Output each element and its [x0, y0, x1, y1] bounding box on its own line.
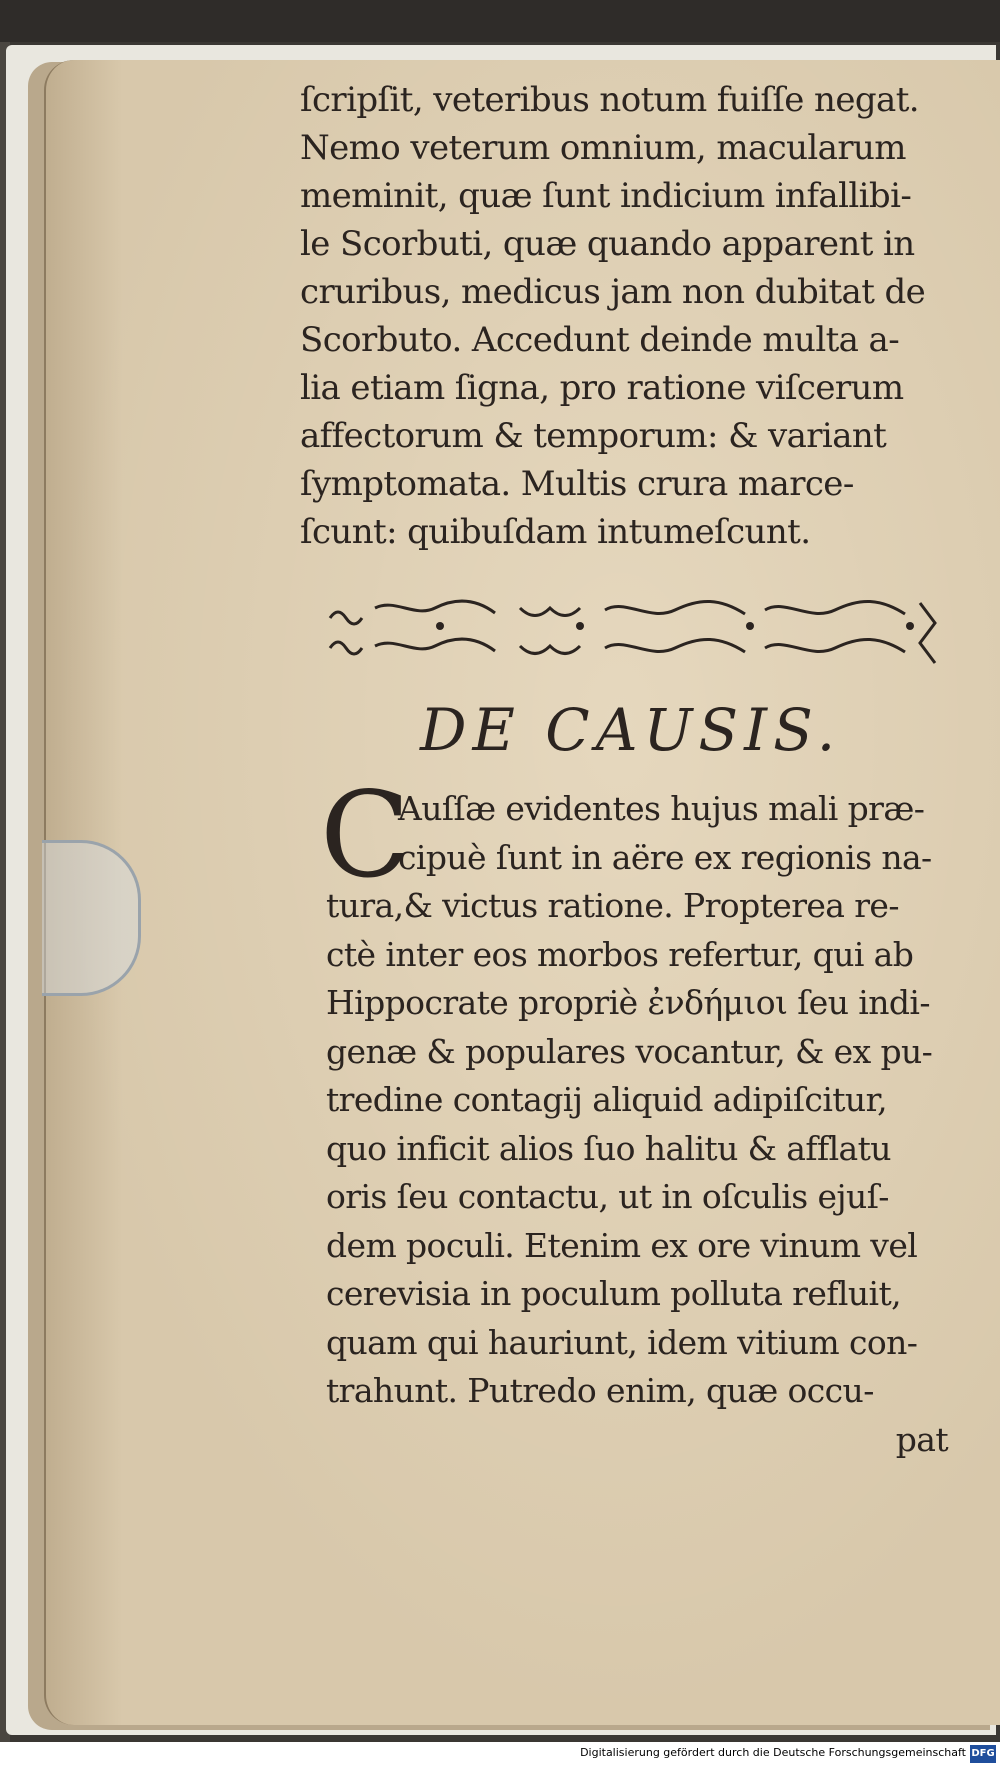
- text-line: Scorbuto. Accedunt deinde multa a-: [300, 320, 900, 360]
- text-line: genæ & populares vocantur, & ex pu-: [326, 1031, 933, 1071]
- catchword: pat: [895, 1419, 948, 1459]
- text-line: Auſſæ evidentes hujus mali præ-: [398, 789, 925, 828]
- text-line: le Scorbuti, quæ quando apparent in: [300, 224, 915, 264]
- footer-bar: [0, 1742, 1000, 1768]
- text-line: trahunt. Putredo enim, quæ occu-: [326, 1371, 874, 1410]
- drop-cap: C: [320, 766, 411, 904]
- text-block-bottom: [326, 785, 956, 1464]
- text-line: cruribus, medicus jam non dubitat de: [300, 272, 926, 312]
- text-line: ſymptomata. Multis crura marce-: [300, 464, 854, 504]
- text-line: dem poculi. Etenim ex ore vinum vel: [326, 1225, 918, 1265]
- text-line: cipuè ſunt in aëre ex regionis na-: [398, 837, 932, 877]
- ornament-band: [320, 588, 950, 668]
- text-line: tredine contagij aliquid adipiſcitur,: [326, 1080, 888, 1119]
- text-line: lia etiam ſigna, pro ratione viſcerum: [300, 368, 904, 408]
- text-line: affectorum & temporum: & variant: [300, 416, 887, 456]
- text-line: ſcripſit, veteribus notum fuiſſe negat.: [300, 80, 919, 120]
- text-line: tura,& victus ratione. Propterea re-: [326, 886, 899, 925]
- section-heading: DE CAUSIS.: [420, 696, 842, 764]
- text-line: quam qui hauriunt, idem vitium con-: [326, 1322, 918, 1362]
- scan-top-strip: [0, 0, 1000, 42]
- text-line: ctè inter eos morbos refertur, qui ab: [326, 934, 914, 974]
- text-line: Hippocrate propriè ἐνδήμιοι ſeu indi-: [326, 983, 930, 1022]
- text-line: oris ſeu contactu, ut in oſculis ejuſ-: [326, 1177, 889, 1216]
- text-block-top: [300, 76, 950, 556]
- text-line: ſcunt: quibuſdam intumeſcunt.: [300, 512, 811, 552]
- page-clip: [42, 840, 141, 996]
- dfg-logo: DFG: [970, 1745, 996, 1763]
- text-line: cerevisia in poculum polluta refluit,: [326, 1274, 901, 1313]
- text-line: meminit, quæ ſunt indicium infallibi-: [300, 176, 912, 216]
- text-line: quo inficit alios ſuo halitu & afflatu: [326, 1128, 891, 1168]
- footer-credit: Digitalisierung gefördert durch die Deutsche Forschungsgemeinschaft: [580, 1746, 966, 1759]
- text-line: Nemo veterum omnium, macularum: [300, 128, 906, 168]
